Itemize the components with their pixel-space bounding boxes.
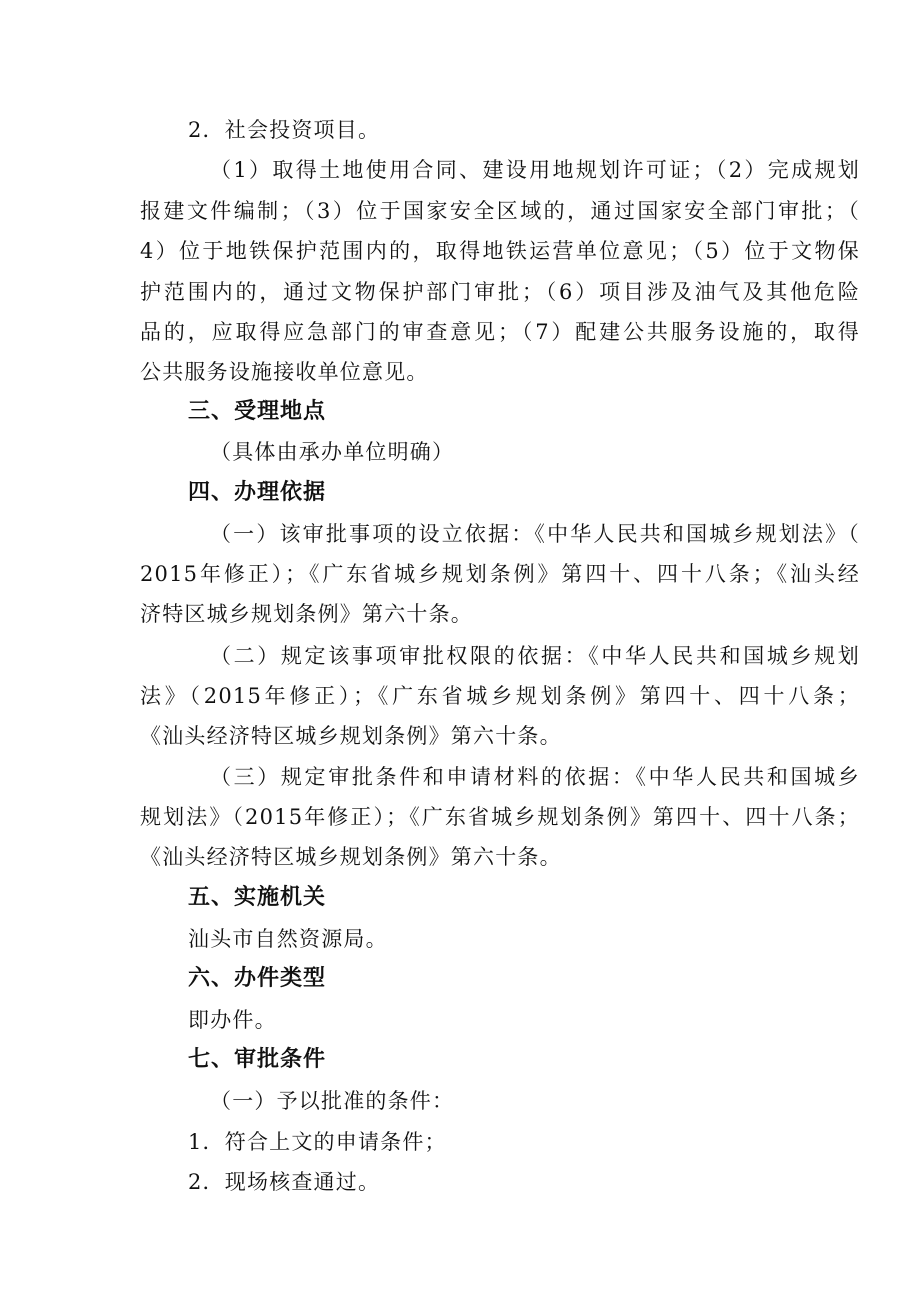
paragraph-line: 即办件。 xyxy=(188,1008,277,1032)
paragraph-line: 济特区城乡规划条例》第六十条。 xyxy=(140,602,473,626)
paragraph-line: 公共服务设施接收单位意见。 xyxy=(140,360,429,384)
section-heading-approval-conditions: 七、审批条件 xyxy=(188,1047,327,1072)
paragraph-line: （一）予以批准的条件： xyxy=(210,1089,455,1113)
paragraph-line: 规划法》（2015年修正）；《广东省城乡规划条例》第四十、四十八条； xyxy=(140,805,860,829)
paragraph-line: （一）该审批事项的设立依据：《中华人民共和国城乡规划法》（ xyxy=(210,522,860,546)
paragraph-line: （三）规定审批条件和申请材料的依据：《中华人民共和国城乡 xyxy=(210,765,860,789)
list-item-condition-2: 2．现场核查通过。 xyxy=(188,1170,381,1194)
section-heading-implementing-agency: 五、实施机关 xyxy=(188,885,327,910)
paragraph-line: 报建文件编制；（3）位于国家安全区域的，通过国家安全部门审批；（ xyxy=(140,199,860,223)
paragraph-line: （二）规定该事项审批权限的依据：《中华人民共和国城乡规划 xyxy=(210,644,860,668)
paragraph-line: 护范围内的，通过文物保护部门审批；（6）项目涉及油气及其他危险 xyxy=(140,280,860,304)
paragraph-line: 法》（2015年修正）；《广东省城乡规划条例》第四十、四十八条； xyxy=(140,684,860,708)
paragraph-line: （1）取得土地使用合同、建设用地规划许可证；（2）完成规划 xyxy=(210,158,860,182)
paragraph-line: 品的，应取得应急部门的审查意见；（7）配建公共服务设施的，取得 xyxy=(140,320,860,344)
paragraph-line: 汕头市自然资源局。 xyxy=(188,927,388,951)
paragraph-line: （具体由承办单位明确） xyxy=(210,440,455,464)
paragraph-line: 4）位于地铁保护范围内的，取得地铁运营单位意见；（5）位于文物保 xyxy=(140,239,860,263)
section-heading-legal-basis: 四、办理依据 xyxy=(188,480,327,505)
section-heading-case-type: 六、办件类型 xyxy=(188,966,327,991)
paragraph-line: 《汕头经济特区城乡规划条例》第六十条。 xyxy=(140,845,562,869)
paragraph-line: 2015年修正）；《广东省城乡规划条例》第四十、四十八条；《汕头经 xyxy=(140,562,860,586)
list-item-2-social-investment: 2．社会投资项目。 xyxy=(188,118,381,142)
list-item-condition-1: 1．符合上文的申请条件； xyxy=(188,1130,447,1154)
section-heading-acceptance-location: 三、受理地点 xyxy=(188,399,327,424)
paragraph-line: 《汕头经济特区城乡规划条例》第六十条。 xyxy=(140,724,562,748)
